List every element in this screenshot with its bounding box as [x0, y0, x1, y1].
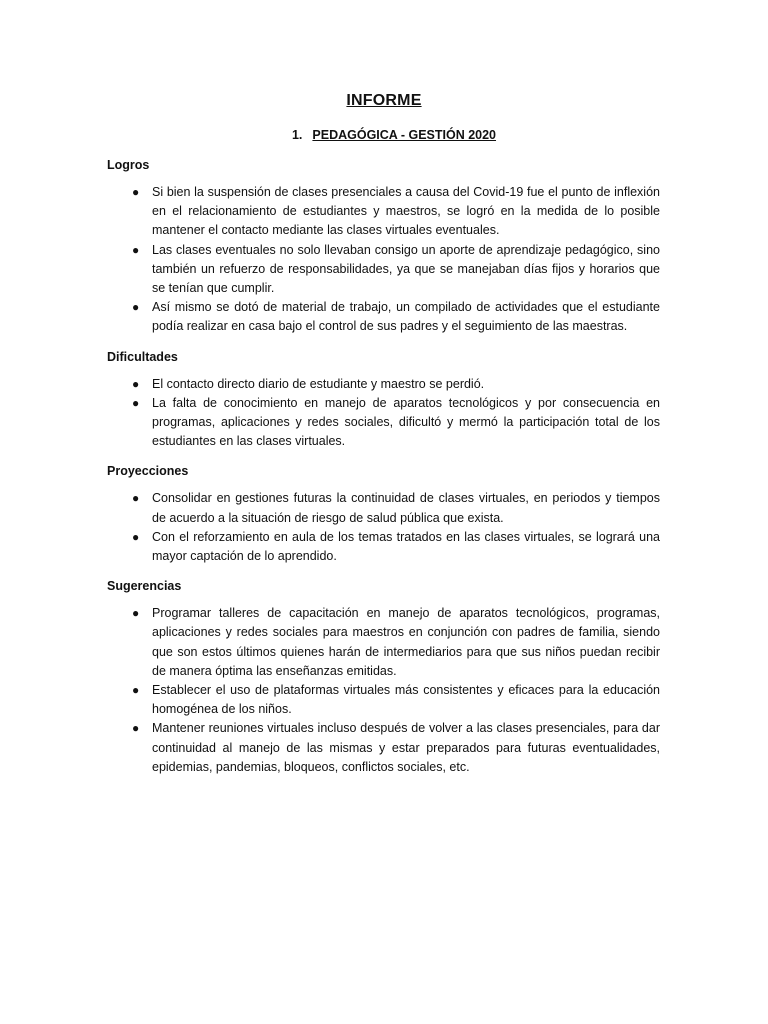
section-dificultades	[107, 348, 660, 452]
document-title: INFORME	[346, 92, 422, 109]
list-item	[107, 241, 660, 299]
section-heading: Logros	[107, 158, 150, 172]
bullet-icon: ●	[132, 683, 140, 698]
list-item-text: Las clases eventuales no solo llevaban consigo un aporte de aprendizaje pedagógico, sino también un refuerzo de responsabilidades, ya que se manejaban días fijos y horarios que se tenían que cumplir.	[152, 242, 660, 296]
list-item	[107, 489, 660, 527]
section-proyecciones	[107, 462, 660, 566]
document-body	[107, 156, 660, 788]
subtitle-number: 1.	[291, 128, 303, 142]
bullet-list	[107, 489, 660, 566]
section-sugerencias	[107, 577, 660, 777]
section-heading: Sugerencias	[107, 579, 182, 594]
list-item	[107, 604, 660, 681]
list-item-text: Programar talleres de capacitación en manejo de aparatos tecnológicos, programas, aplicaciones y redes sociales para maestros en conjunción con padres de familia, siendo que son estos últimos quienes harán de intermediarios para que sus niños puedan recibir de manera óptima las enseñanzas emitidas.	[152, 606, 660, 678]
list-item	[107, 375, 660, 394]
list-item	[107, 681, 660, 719]
section-heading: Proyecciones	[107, 464, 189, 479]
list-item-text: Mantener reuniones virtuales incluso después de volver a las clases presenciales, para dar continuidad al manejo de las mismas y estar preparados para futuras eventualidades, epidemias, pandemias, bloqueos, conflictos sociales, etc.	[152, 721, 660, 774]
list-item-text: Consolidar en gestiones futuras la continuidad de clases virtuales, en periodos y tiempos de acuerdo a la situación de riesgo de salud pública que exista.	[152, 491, 660, 525]
list-item-text: La falta de conocimiento en manejo de aparatos tecnológicos y por consecuencia en programas, aplicaciones y redes sociales, dificultó y mermó la participación total de los estudiantes en las clases virtuales.	[152, 395, 660, 449]
bullet-icon: ●	[132, 395, 140, 410]
list-item	[107, 394, 660, 452]
bullet-list	[107, 183, 660, 337]
bullet-icon: ●	[132, 606, 140, 621]
section-heading: Dificultades	[107, 349, 178, 364]
bullet-icon: ●	[132, 376, 140, 391]
list-item	[107, 719, 660, 777]
list-item-text: El contacto directo diario de estudiante y maestro se perdió.	[152, 376, 485, 391]
bullet-icon: ●	[132, 242, 140, 257]
bullet-icon: ●	[132, 721, 140, 736]
subtitle-text: PEDAGÓGICA - GESTIÓN 2020	[312, 128, 497, 142]
list-item-text: Con el reforzamiento en aula de los temas tratados en las clases virtuales, se logrará una mayor captación de lo aprendido.	[152, 529, 660, 564]
bullet-icon: ●	[132, 185, 140, 199]
bullet-list	[107, 375, 660, 452]
list-item	[107, 528, 660, 566]
bullet-icon: ●	[132, 491, 140, 506]
list-item-text: Así mismo se dotó de material de trabajo, un compilado de actividades que el estudiante podía realizar en casa bajo el control de sus padres y el seguimiento de las maestras.	[152, 300, 660, 334]
bullet-list	[107, 604, 660, 777]
list-item	[107, 298, 660, 336]
section-logros	[107, 156, 660, 337]
bullet-icon: ●	[132, 529, 140, 544]
list-item-text: Si bien la suspensión de clases presenciales a causa del Covid-19 fue el punto de inflexión en el relacionamiento de estudiantes y maestros, se logró en la medida de lo posible mantener el contacto mediante las clases virtuales eventuales.	[152, 185, 660, 238]
bullet-icon: ●	[132, 300, 140, 315]
section-subtitle	[0, 128, 768, 142]
list-item	[107, 183, 660, 241]
list-item-text: Establecer el uso de plataformas virtuales más consistentes y eficaces para la educación homogénea de los niños.	[152, 683, 660, 717]
